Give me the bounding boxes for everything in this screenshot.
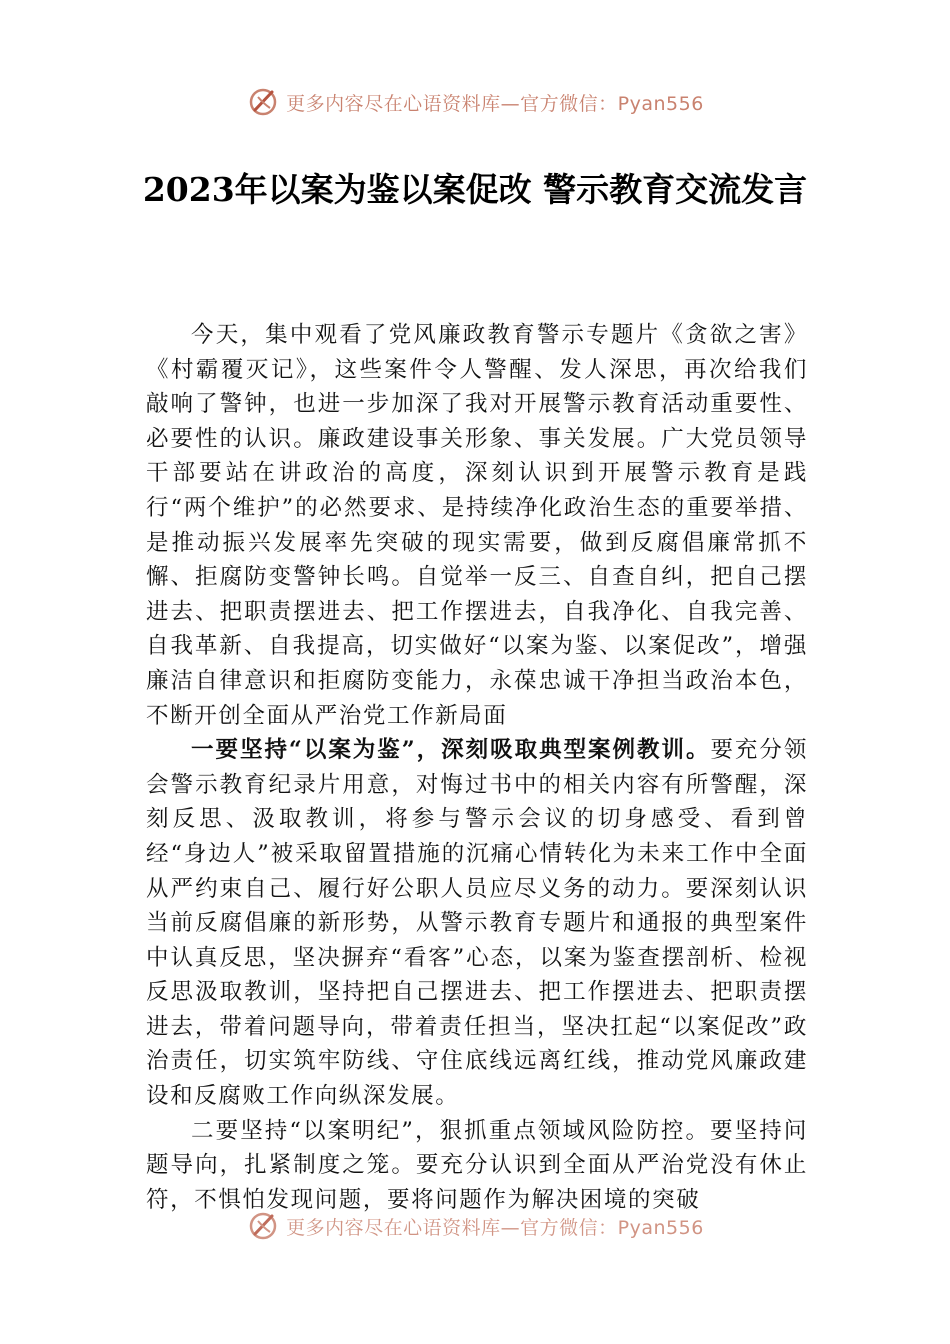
watermark-text: 更多内容尽在心语资料库—官方微信：Pyan556 (286, 92, 704, 115)
paragraph-2 (146, 733, 808, 1114)
footer-watermark (0, 1206, 950, 1246)
paragraph-text: 今天，集中观看了党风廉政教育警示专题片《贪欲之害》《村霸覆灭记》，这些案件令人警醒、发人深思，再次给我们敲响了警钟，也进一步加深了我对开展警示教育活动重要性、必要性的认识。廉政建设事关形象、事关发展。广大党员领导干部要站在讲政治的高度，深刻认识到开展警示教育是践行“两个维护”的必然要求、是持续净化政治生态的重要举措、是推动振兴发展率先突破的现实需要，做到反腐倡廉常抓不懈、拒腐防变警钟长鸣。自觉举一反三、自查自纠，把自己摆进去、把职责摆进去、把工作摆进去，自我净化、自我完善、自我革新、自我提高，切实做好“以案为鉴、以案促改”，增强廉洁自律意识和拒腐防变能力，永葆忠诚干净担当政治本色，不断开创全面从严治党工作新局面 (146, 322, 808, 729)
paragraph-3 (146, 1114, 808, 1218)
document-body (146, 318, 808, 1217)
watermark-text: 更多内容尽在心语资料库—官方微信：Pyan556 (286, 1216, 704, 1239)
paragraph-1 (146, 318, 808, 733)
header-watermark (0, 82, 950, 122)
pen-swirl-logo-icon (246, 84, 282, 120)
paragraph-text: 要充分领会警示教育纪录片用意，对悔过书中的相关内容有所警醒，深刻反思、汲取教训，将参与警示会议的切身感受、看到曾经“身边人”被采取留置措施的沉痛心情转化为未来工作中全面从严约束自己、履行好公职人员应尽义务的动力。要深刻认识当前反腐倡廉的新形势，从警示教育专题片和通报的典型案件中认真反思，坚决摒弃“看客”心态，以案为鉴查摆剖析、检视反思汲取教训，坚持把自己摆进去、把工作摆进去、把职责摆进去，带着问题导向，带着责任担当，坚决扛起“以案促改”政治责任，切实筑牢防线、守住底线远离红线，推动党风廉政建设和反腐败工作向纵深发展。 (146, 737, 808, 1110)
paragraph-lead: 一要坚持“以案为鉴”，深刻吸取典型案例教训。 (191, 737, 711, 764)
document-title: 2023年以案为鉴以案促改 警示教育交流发言 (142, 170, 808, 209)
paragraph-text: 二要坚持“以案明纪”，狠抓重点领域风险防控。要坚持问题导向，扎紧制度之笼。要充分认识到全面从严治党没有休止符，不惧怕发现问题，要将问题作为解决困境的突破 (146, 1117, 808, 1213)
pen-swirl-logo-icon (246, 1208, 282, 1244)
